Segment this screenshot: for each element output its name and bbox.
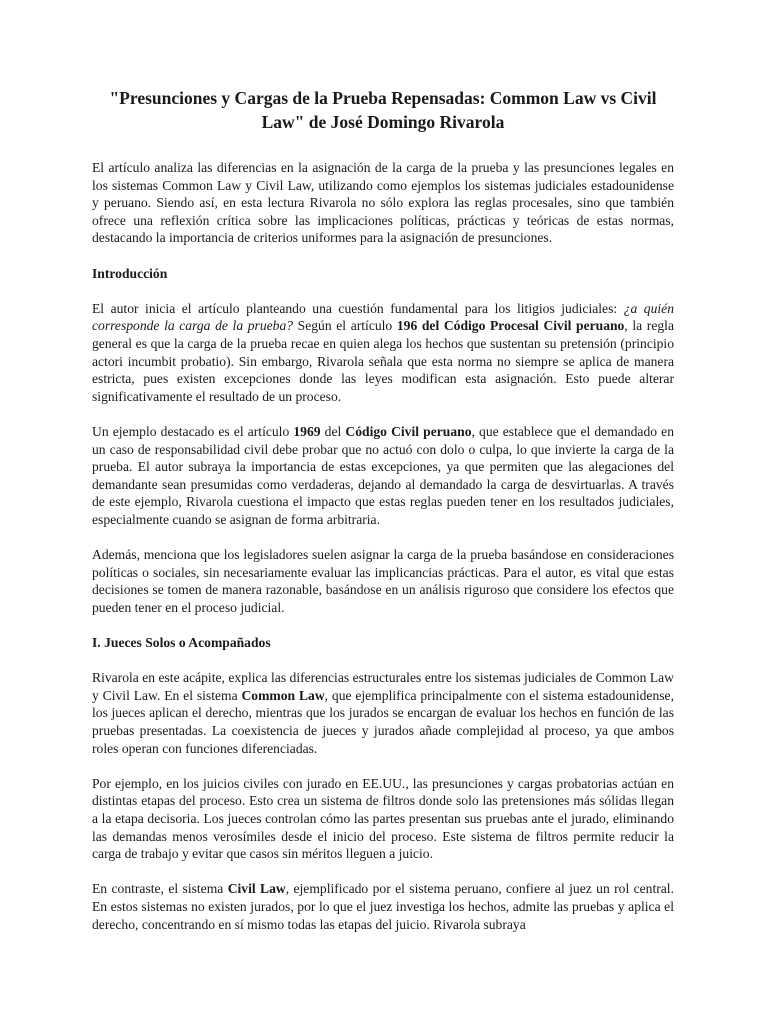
text-run: Rivarola en este acápite, explica las diferencias estructurales entre los sistemas judiciales de Common Law y Civil Law. En el sistema [92, 670, 674, 703]
italic-question: ¿a quién corresponde la carga de la prueba? [92, 300, 674, 334]
jueces-paragraph-3 [92, 880, 674, 933]
bold-article-reference: 196 del Código Procesal Civil peruano [396, 318, 625, 334]
document-page [92, 86, 674, 951]
bold-common-law: Common Law [241, 687, 325, 703]
document-title: "Presunciones y Cargas de la Prueba Repensadas: Common Law vs Civil Law" de José Domingo Rivarola [109, 88, 657, 132]
text-run: El autor inicia el artículo planteando una cuestión fundamental para los litigios judiciales: [92, 300, 624, 316]
text-run: En contraste, el sistema [92, 881, 228, 897]
introduccion-paragraph-1 [92, 300, 674, 406]
text-run: Un ejemplo destacado es el artículo [92, 423, 294, 439]
text-run: , ejemplificado por el sistema peruano, confiere al juez un rol central. En estos sistemas no existen jurados, por lo que el juez investiga los hechos, admite las pruebas y aplica el derecho, concentrando en sí mismo todas las etapas del juicio. Rivarola subraya [92, 881, 674, 932]
text-run: del [320, 423, 346, 439]
bold-code-name: Código Civil peruano [345, 423, 472, 439]
introduccion-paragraph-2 [92, 423, 674, 529]
text-run: , que ejemplifica principalmente con el sistema estadounidense, los jueces aplican el derecho, mientras que los jurados se encargan de evaluar los hechos en función de las pruebas presentadas. La coexistencia de jueces y jurados añade complejidad al proceso, ya que ambos roles operan con funciones diferenciadas. [92, 687, 674, 756]
text-run: , que establece que el demandado en un caso de responsabilidad civil debe probar que no actuó con dolo o culpa, lo que invierte la carga de la prueba. El autor subraya la importancia de estas excepciones, ya que permiten que las alegaciones del demandante sean presumidas como verdaderas, dejando al demandado la carga de desvirtuarlas. A través de este ejemplo, Rivarola cuestiona el impacto que estas reglas pueden tener en los resultados judiciales, especialmente cuando se asignan de forma arbitraria. [92, 423, 674, 527]
text-run: Según el artículo [293, 318, 397, 334]
section-heading-jueces: I. Jueces Solos o Acompañados [92, 635, 271, 651]
text-run: , la regla general es que la carga de la prueba recae en quien alega los hechos que sustentan su pretensión (principio actori incumbit probatio). Sin embargo, Rivarola señala que esta norma no siempre se aplica de manera estricta, pues existen excepciones donde las leyes modifican esta asignación. Esto puede alterar significativamente el resultado de un proceso. [92, 318, 674, 404]
jueces-paragraph-2: Por ejemplo, en los juicios civiles con jurado en EE.UU., las presunciones y cargas probatorias actúan en distintas etapas del proceso. Esto crea un sistema de filtros donde solo las pretensiones más sólidas llegan a la etapa decisoria. Los jueces controlan cómo las partes presentan sus pruebas ante el jurado, eliminando las demandas menos verosímiles desde el inicio del proceso. Este sistema de filtros permite reducir la carga de trabajo y evitar que casos sin méritos lleguen a juicio. [92, 775, 674, 862]
intro-paragraph: El artículo analiza las diferencias en la asignación de la carga de la prueba y las presunciones legales en los sistemas Common Law y Civil Law, utilizando como ejemplos los sistemas judiciales estadounidense y peruano. Siendo así, en esta lectura Rivarola no sólo explora las reglas procesales, sino que también ofrece una reflexión crítica sobre las implicaciones políticas, prácticas y teóricas de estas normas, destacando la importancia de criterios uniformes para la asignación de presunciones. [92, 160, 674, 246]
bold-civil-law: Civil Law [227, 881, 286, 897]
introduccion-paragraph-3: Además, menciona que los legisladores suelen asignar la carga de la prueba basándose en consideraciones políticas o sociales, sin necesariamente evaluar las implicancias prácticas. Para el autor, es vital que estas decisiones se tomen de manera razonable, basándose en un análisis riguroso que considere los efectos que pueden tener en el proceso judicial. [92, 547, 674, 615]
jueces-paragraph-1 [92, 669, 674, 757]
bold-article-number: 1969 [293, 423, 321, 439]
section-heading-introduccion: Introducción [92, 265, 168, 281]
